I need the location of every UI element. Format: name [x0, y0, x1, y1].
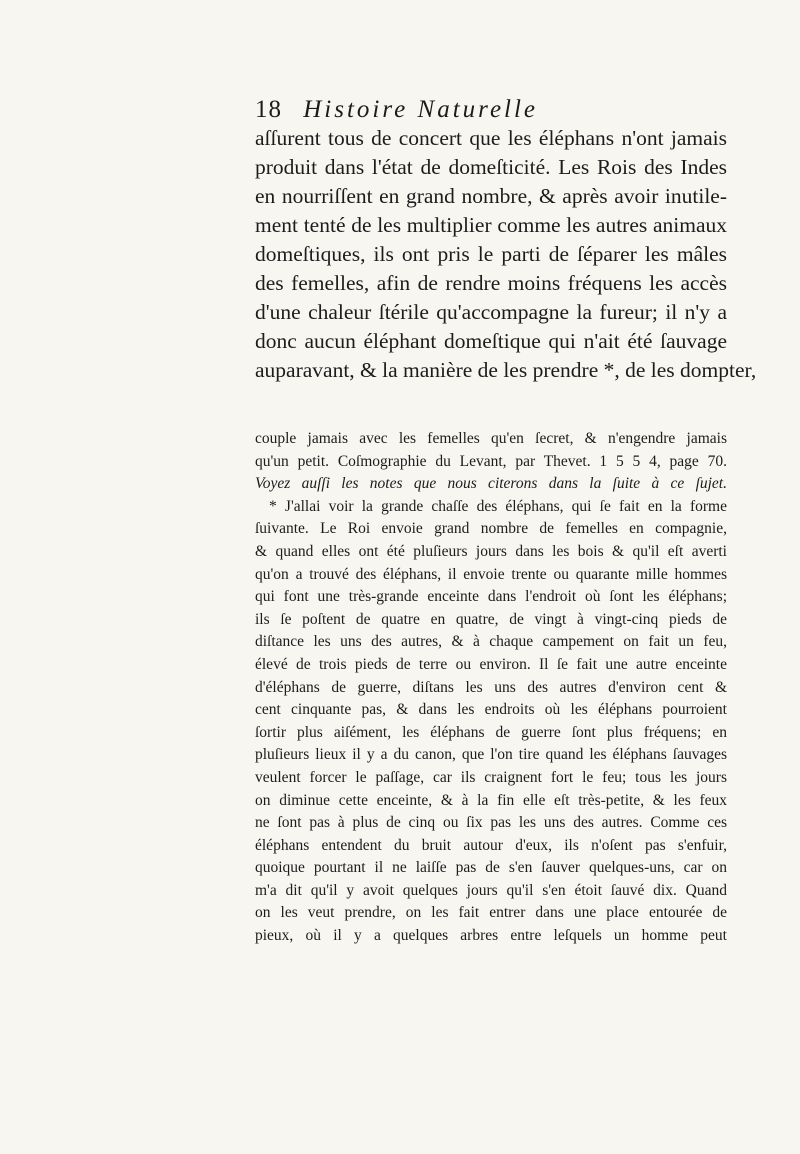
text-line: ment tenté de les multiplier comme les autres animaux [255, 213, 727, 237]
note-line: qu'un petit. Coſmographie du Levant, par Thevet. 1 5 5 4, page 70. [255, 452, 727, 470]
text-line: d'une chaleur ſtérile qu'accompagne la fureur; il n'y a [255, 300, 727, 324]
note-line: d'éléphans de guerre, diſtans les uns des autres d'environ cent & [255, 678, 727, 696]
text-line: des femelles, afin de rendre moins fréquens les accès [255, 271, 727, 295]
note-line: Voyez auſſi les notes que nous citerons dans la ſuite à ce ſujet. [255, 475, 727, 493]
note-line: qui font une très-grande enceinte dans l'endroit où ſont les éléphans; [255, 588, 727, 606]
note-line: ſuivante. Le Roi envoie grand nombre de femelles en compagnie, [255, 520, 727, 538]
note-line: & quand elles ont été pluſieurs jours dans les bois & qu'il eſt averti [255, 542, 727, 560]
note-line: veulent forcer le paſſage, car ils craignent fort le feu; tous les jours [255, 768, 727, 786]
text-line: auparavant, & la manière de les prendre *, de les dompter, [255, 358, 757, 382]
note-line: on diminue cette enceinte, & à la fin elle eſt très-petite, & les feux [255, 791, 727, 809]
text-line: en nourriſſent en grand nombre, & après avoir inutile- [255, 184, 727, 208]
text-line: produit dans l'état de domeſticité. Les Rois des Indes [255, 155, 727, 179]
note-line: m'a dit qu'il y avoit quelques jours qu'il s'en étoit ſauvé dix. Quand [255, 881, 727, 899]
note-line: pieux, où il y a quelques arbres entre leſquels un homme peut [255, 927, 727, 945]
text-line: domeſtiques, ils ont pris le parti de ſéparer les mâles [255, 242, 727, 266]
running-header [255, 96, 538, 124]
note-line: cent cinquante pas, & dans les endroits où les éléphans pourroient [255, 701, 727, 719]
note-line: on les veut prendre, on les fait entrer dans une place entourée de [255, 904, 727, 922]
note-line: qu'on a trouvé des éléphans, il envoie trente ou quarante mille hommes [255, 565, 727, 583]
note-line: ne ſont pas à plus de cinq ou ſix pas les uns des autres. Comme ces [255, 814, 727, 832]
running-title: Histoire Naturelle [303, 96, 539, 123]
note-line: éléphans entendent du bruit autour d'eux, ils n'oſent pas s'enfuir, [255, 836, 727, 854]
note-line: diſtance les uns des autres, & à chaque campement on fait un feu, [255, 633, 727, 651]
text-line: aſſurent tous de concert que les éléphans n'ont jamais [255, 126, 727, 150]
note-line: élevé de trois pieds de terre ou environ. Il ſe fait une autre enceinte [255, 655, 727, 673]
note-line: ils ſe poſtent de quatre en quatre, de vingt à vingt-cinq pieds de [255, 610, 727, 628]
note-line: quoique pourtant il ne laiſſe pas de s'en ſauver quelques-uns, car on [255, 859, 727, 877]
note-line: couple jamais avec les femelles qu'en ſecret, & n'engendre jamais [255, 430, 727, 447]
note-line: ſortir plus aiſément, les éléphans de guerre ſont plus fréquens; en [255, 723, 727, 741]
note-line: pluſieurs lieux il y a du canon, que l'on tire quand les éléphans ſauvages [255, 746, 727, 764]
note-line: * J'allai voir la grande chaſſe des éléphans, qui ſe fait en la forme [269, 497, 727, 515]
page-number: 18 [255, 96, 282, 123]
footnotes [255, 428, 727, 948]
main-text [255, 124, 757, 385]
text-line: donc aucun éléphant domeſtique qui n'ait été ſauvage [255, 329, 727, 353]
